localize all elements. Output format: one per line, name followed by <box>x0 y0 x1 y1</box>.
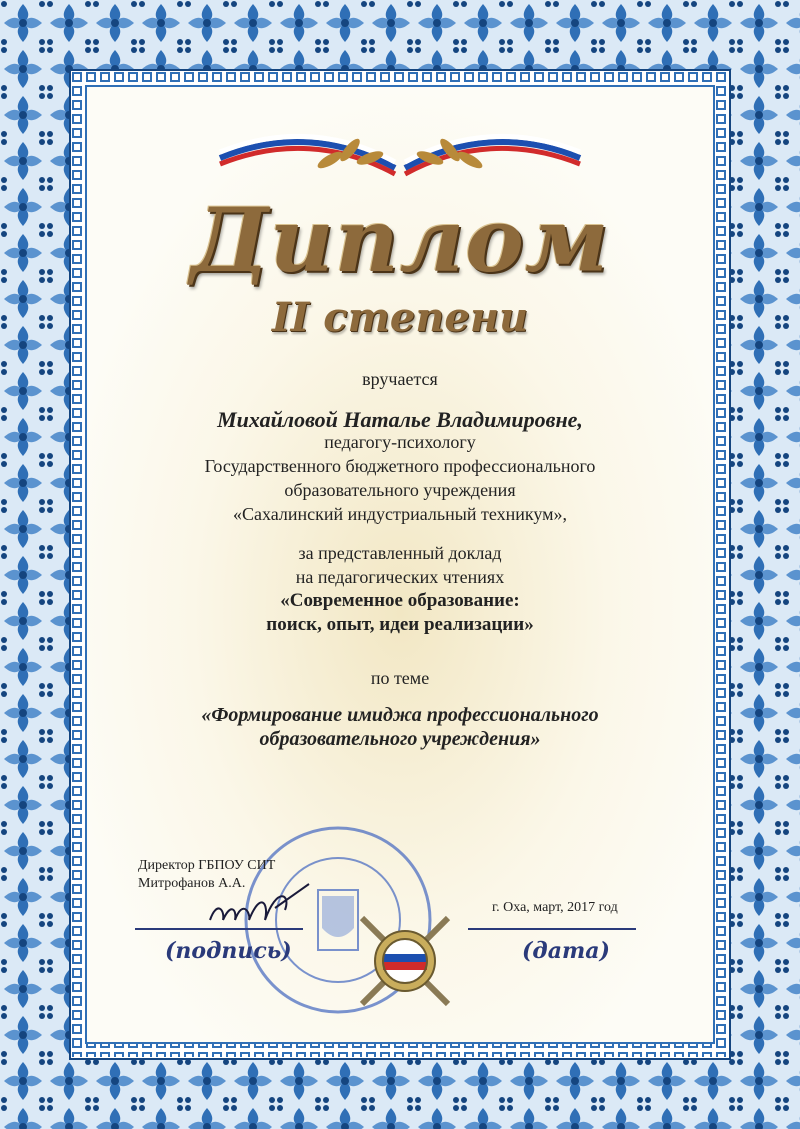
date-line <box>468 928 636 930</box>
director-name: Митрофанов А.А. <box>138 876 246 891</box>
signature-line <box>135 928 303 930</box>
diploma-degree: II степени <box>271 294 529 341</box>
topic-line-1: «Формирование имиджа профессионального <box>201 704 599 726</box>
organization-line-2: образовательного учреждения <box>284 480 516 500</box>
place-date: г. Оха, март, 2017 год <box>492 900 618 915</box>
diploma-title: Диплом <box>190 188 610 292</box>
event-title-line-1: «Современное образование: <box>280 590 520 611</box>
reason-line-1: за представленный доклад <box>298 543 502 563</box>
topic-label: по теме <box>370 668 430 688</box>
topic-line-2: образовательного учреждения» <box>259 728 541 750</box>
recipient-name: Михайловой Наталье Владимировне, <box>217 407 583 432</box>
organization-line-3: «Сахалинский индустриальный техникум», <box>232 504 567 524</box>
director-title: Директор ГБПОУ СИТ <box>138 858 276 873</box>
event-title-line-2: поиск, опыт, идеи реализации» <box>266 614 534 635</box>
handwritten-signature <box>205 880 315 930</box>
recipient-position: педагогу-психологу <box>324 432 476 452</box>
organization-line-1: Государственного бюджетного профессионального <box>204 456 596 476</box>
signature-caption: (подпись) <box>165 938 292 964</box>
date-caption: (дата) <box>522 938 610 964</box>
presented-label: вручается <box>362 369 438 389</box>
reason-line-2: на педагогических чтениях <box>295 567 505 587</box>
college-emblem <box>352 908 458 1014</box>
